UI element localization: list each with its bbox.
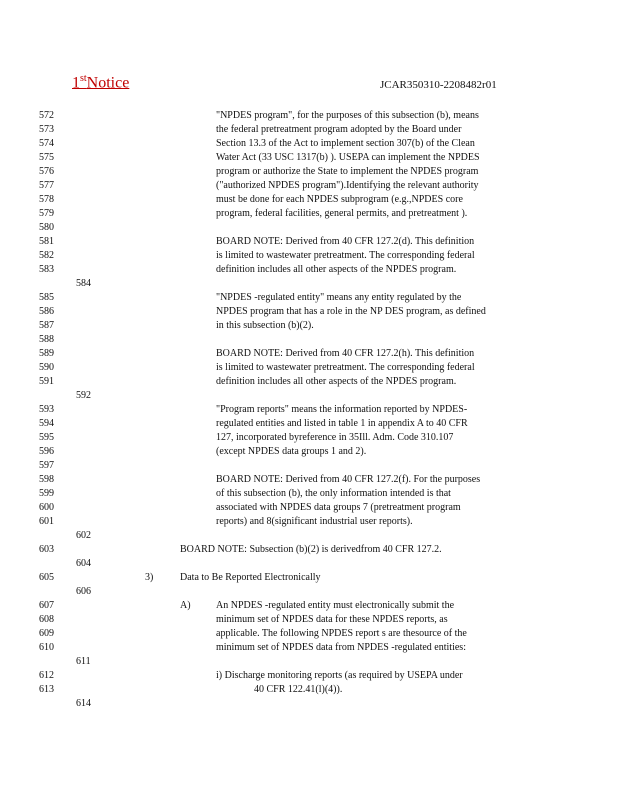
text-line: definition includes all other aspects of the NPDES program.: [216, 376, 457, 387]
line-number: 595: [39, 432, 54, 443]
text-line: minimum set of NPDES data for these NPDES reports, as: [216, 614, 448, 625]
line-number: 605: [39, 572, 54, 583]
text-line: "NPDES -regulated entity" means any entity regulated by the: [216, 292, 462, 303]
text-line: BOARD NOTE: Derived from 40 CFR 127.2(h). This definition: [216, 348, 475, 359]
line-number: 574: [39, 138, 54, 149]
line-number: 577: [39, 180, 54, 191]
text-line: 40 CFR 122.41(l)(4)).: [254, 684, 343, 695]
line-number: 604: [76, 558, 91, 569]
line-number: 610: [39, 642, 54, 653]
text-line: ("authorized NPDES program").Identifying the relevant authority: [216, 180, 479, 191]
line-number: 613: [39, 684, 54, 695]
text-line: i) Discharge monitoring reports (as required by USEPA under: [216, 670, 463, 681]
line-number: 587: [39, 320, 54, 331]
text-line: is limited to wastewater pretreatment. The corresponding federal: [216, 250, 475, 261]
board-note: BOARD NOTE: Subsection (b)(2) is derivedfrom 40 CFR 127.2.: [180, 544, 442, 555]
text-line: program or authorize the State to implement the NPDES program: [216, 166, 479, 177]
subsection-heading: Data to Be Reported Electronically: [180, 572, 321, 583]
text-line: in this subsection (b)(2).: [216, 320, 314, 331]
line-number: 580: [39, 222, 54, 233]
line-number: 588: [39, 334, 54, 345]
line-number: 583: [39, 264, 54, 275]
line-number: 589: [39, 348, 54, 359]
board-note: [216, 347, 534, 389]
item-label: A): [180, 600, 191, 611]
board-note: [216, 235, 534, 277]
line-number: 572: [39, 110, 54, 121]
text-line: must be done for each NPDES subprogram (e.g.,NPDES core: [216, 194, 463, 205]
text-line: BOARD NOTE: Derived from 40 CFR 127.2(d). This definition: [216, 236, 475, 247]
line-number: 600: [39, 502, 54, 513]
line-number: 611: [76, 656, 91, 667]
line-number: 601: [39, 516, 54, 527]
text-line: Water Act (33 USC 1317(b) ). USEPA can implement the NPDES: [216, 152, 480, 163]
line-number: 609: [39, 628, 54, 639]
line-number: 599: [39, 488, 54, 499]
board-note: [216, 473, 534, 529]
text-line: BOARD NOTE: Derived from 40 CFR 127.2(f). For the purposes: [216, 474, 481, 485]
line-number: 581: [39, 236, 54, 247]
line-number: 603: [39, 544, 54, 555]
text-line: applicable. The following NPDES report s are thesource of the: [216, 628, 467, 639]
text-line: NPDES program that has a role in the NP DES program, as defined: [216, 306, 486, 317]
line-number: 578: [39, 194, 54, 205]
text-line: Section 13.3 of the Act to implement section 307(b) of the Clean: [216, 138, 475, 149]
text-line: "NPDES program", for the purposes of this subsection (b), means: [216, 110, 479, 121]
notice-header: 1stNotice: [72, 73, 130, 92]
text-line: (except NPDES data groups 1 and 2).: [216, 446, 367, 457]
text-line: An NPDES -regulated entity must electronically submit the: [216, 600, 455, 611]
line-number: 598: [39, 474, 54, 485]
line-number: 607: [39, 600, 54, 611]
line-number: 596: [39, 446, 54, 457]
npdes-regulated-entity-definition: [216, 291, 534, 333]
line-number: 591: [39, 376, 54, 387]
text-line: 127, incorporated byreference in 35Ill. Adm. Code 310.107: [216, 432, 454, 443]
text-line: is limited to wastewater pretreatment. The corresponding federal: [216, 362, 475, 373]
program-reports-definition: [216, 403, 534, 459]
subsection-label: 3): [145, 572, 154, 583]
text-line: of this subsection (b), the only information intended is that: [216, 488, 451, 499]
line-number: 590: [39, 362, 54, 373]
npdes-program-definition: [216, 109, 534, 221]
text-line: definition includes all other aspects of the NPDES program.: [216, 264, 457, 275]
line-number: 584: [76, 278, 91, 289]
item-a-text: [216, 599, 520, 655]
text-line: program, federal facilities, general permits, and pretreatment ).: [216, 208, 468, 219]
line-number: 592: [76, 390, 91, 401]
line-number: 579: [39, 208, 54, 219]
line-number: 612: [39, 670, 54, 681]
line-number: 608: [39, 614, 54, 625]
line-number: 576: [39, 166, 54, 177]
line-number: 602: [76, 530, 91, 541]
line-number: 606: [76, 586, 91, 597]
line-number: 582: [39, 250, 54, 261]
text-line: associated with NPDES data groups 7 (pretreatment program: [216, 502, 461, 513]
text-line: reports) and 8(significant industrial user reports).: [216, 516, 413, 527]
line-number: 614: [76, 698, 91, 709]
text-line: regulated entities and listed in table 1 in appendix A to 40 CFR: [216, 418, 468, 429]
line-number: 586: [39, 306, 54, 317]
line-number: 594: [39, 418, 54, 429]
line-number: 593: [39, 404, 54, 415]
line-number: 573: [39, 124, 54, 135]
text-line: "Program reports" means the information reported by NPDES-: [216, 404, 468, 415]
text-line: minimum set of NPDES data from NPDES -regulated entities:: [216, 642, 466, 653]
text-line: the federal pretreatment program adopted by the Board under: [216, 124, 462, 135]
document-id: JCAR350310-2208482r01: [380, 79, 497, 91]
line-number: 575: [39, 152, 54, 163]
line-number: 585: [39, 292, 54, 303]
line-number: 597: [39, 460, 54, 471]
